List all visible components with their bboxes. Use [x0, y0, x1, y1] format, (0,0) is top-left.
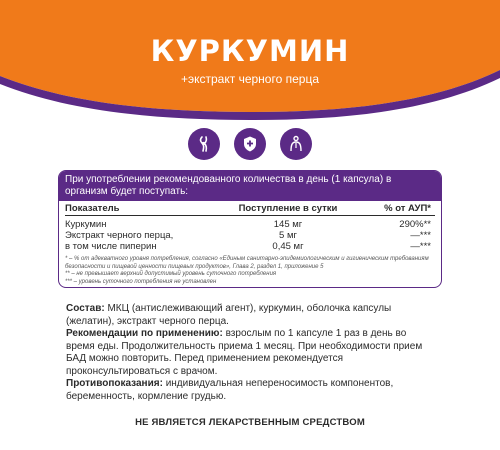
benefit-icons [0, 128, 500, 160]
nutrition-table [59, 201, 441, 252]
contraindications-paragraph [66, 378, 436, 403]
column-header-percent: % от АУП* [384, 203, 431, 214]
usage-text: взрослым по 1 капсуле 1 раз в день во время еды. Продолжительность приема 1 месяц. При необходимости прием БАД можно повторить. Перед применением рекомендуется проконсультироваться с врачом. [66, 328, 423, 377]
nutrition-panel [58, 170, 442, 288]
table-row: Куркумин 145 мг 290%** [65, 219, 431, 230]
table-row: Экстракт черного перца, 5 мг —*** [65, 230, 431, 241]
usage-label: Рекомендации по применению: [66, 328, 223, 339]
not-medicine-disclaimer: НЕ ЯВЛЯЕТСЯ ЛЕКАРСТВЕННЫМ СРЕДСТВОМ [135, 417, 365, 428]
table-footnotes [59, 252, 441, 286]
footnote: * – % от адекватного уровня потребления, согласно «Единым санитарно-эпидемиологическим и гигиеническим требованиям безопасности и пищевой ценности пищевых продуктов», Глава 2, раздел 1, приложение 5 [65, 256, 429, 270]
joint-icon [188, 128, 220, 160]
usage-paragraph [66, 328, 436, 378]
footnote: ** – не превышает верхний допустимый уровень суточного потребления [65, 271, 277, 277]
product-info-text [66, 303, 436, 403]
composition-label: Состав: [66, 303, 105, 314]
contraindications-label: Противопоказания: [66, 378, 163, 389]
column-header-intake: Поступление в сутки [238, 203, 338, 214]
contraindications-text: индивидуальная непереносимость компонентов, беременность, кормление грудью. [66, 378, 394, 402]
composition-text: МКЦ (антислеживающий агент), куркумин, оболочка капсулы (желатин), экстракт черного перца. [66, 303, 392, 327]
footnote: *** – уровень суточного потребления не установлен [65, 278, 217, 285]
body-figure-icon [280, 128, 312, 160]
table-row: в том числе пиперин 0,45 мг —*** [65, 241, 431, 252]
nutrition-intro: При употреблении рекомендованного количества в день (1 капсула) в организм будет поступать: [59, 171, 441, 201]
product-title: КУРКУМИН [150, 34, 350, 68]
composition-paragraph [66, 303, 436, 328]
product-subtitle: +экстракт черного перца [181, 72, 319, 86]
immune-shield-icon [234, 128, 266, 160]
table-header-row [65, 201, 435, 216]
column-header-indicator: Показатель [65, 203, 120, 214]
